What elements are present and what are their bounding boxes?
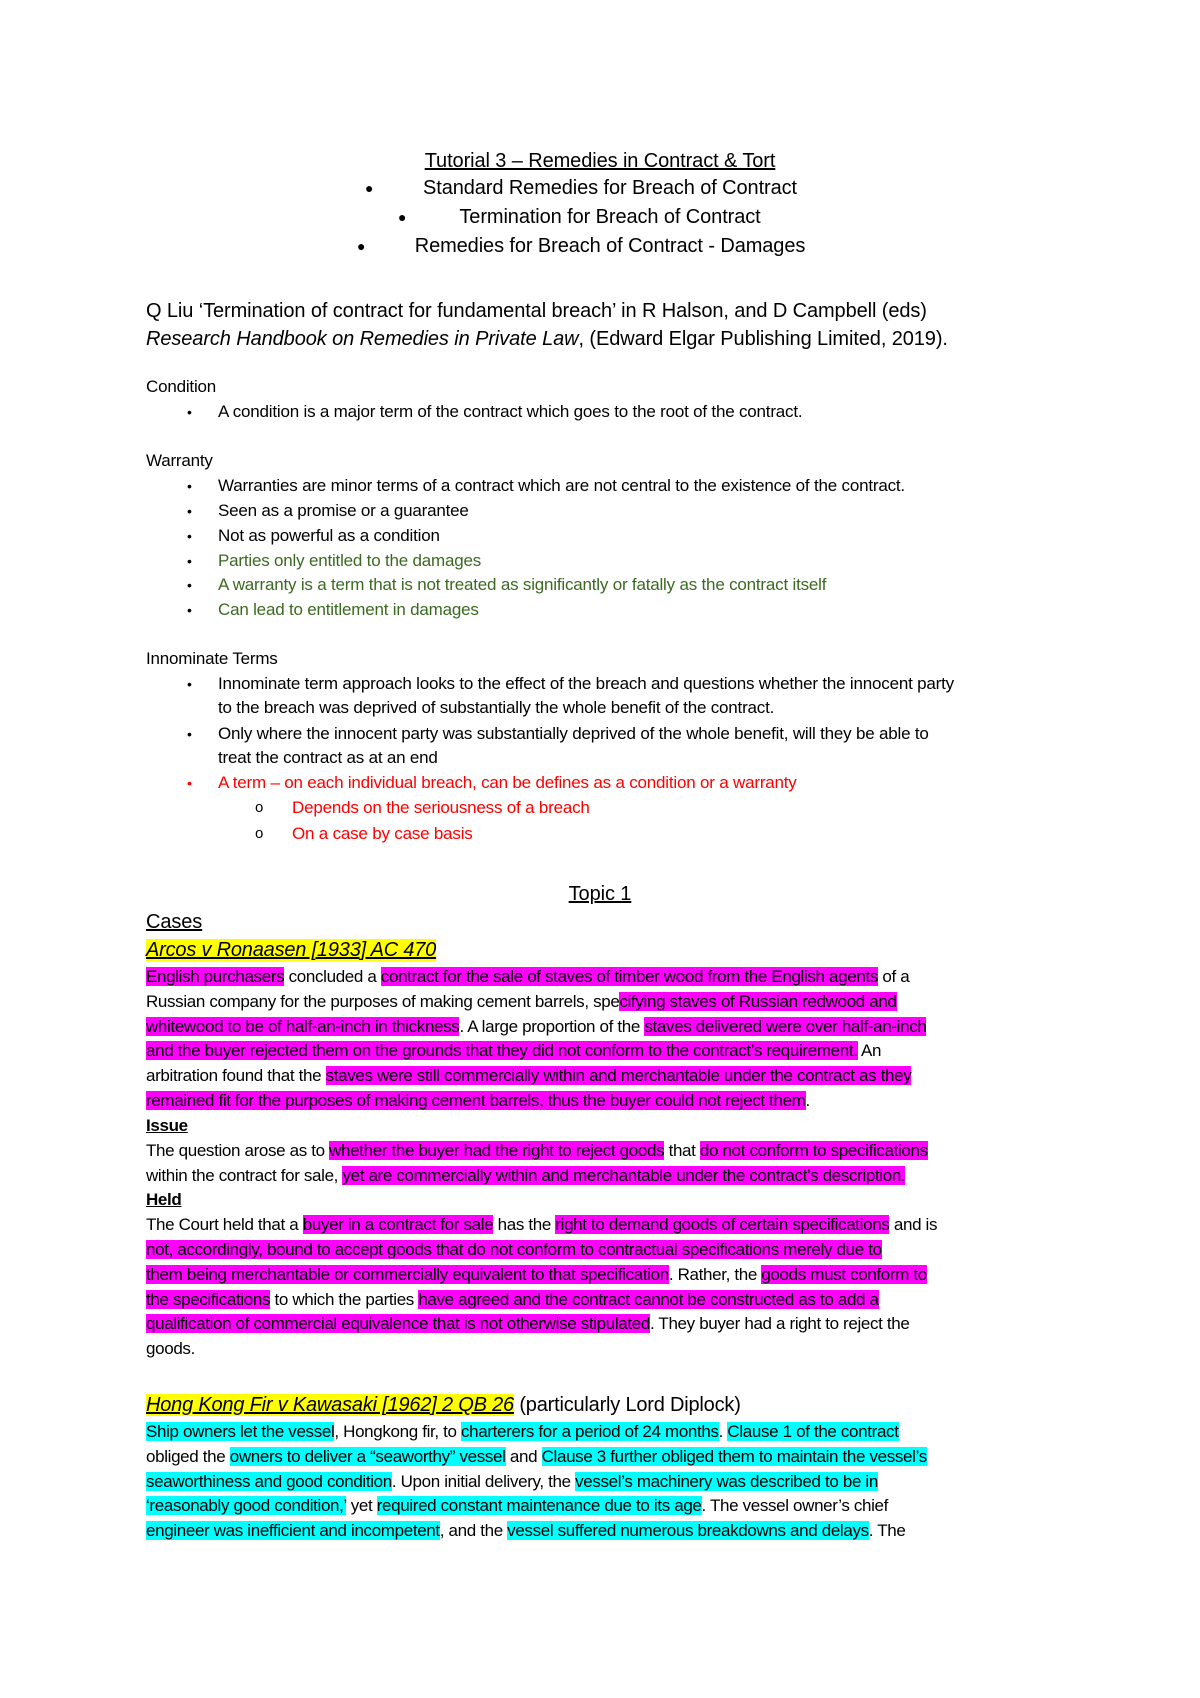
reference-line: Q Liu ‘Termination of contract for fundamental breach’ in R Halson, and D Campbell (eds): [146, 300, 927, 322]
bullet-icon: •: [187, 775, 192, 791]
case-text-line: [146, 1238, 882, 1262]
sub-list-item: Depends on the seriousness of a breach: [292, 798, 590, 817]
highlighted-text: Ship owners let the vessel: [146, 1422, 335, 1441]
highlighted-text: cifying staves of Russian redwood and: [619, 992, 897, 1011]
highlighted-text: English purchasers: [146, 967, 285, 986]
bullet-icon: •: [187, 528, 192, 544]
highlighted-text: required constant maintenance due to its age: [376, 1496, 702, 1515]
text-run: and is: [889, 1215, 938, 1234]
list-item: Can lead to entitlement in damages: [218, 600, 479, 619]
list-item-continuation: treat the contract as at an end: [218, 748, 438, 767]
highlighted-text: owners to deliver a “seaworthy” vessel: [229, 1447, 506, 1466]
section-heading-condition: Condition: [146, 377, 217, 396]
list-item: A warranty is a term that is not treated as significantly or fatally as the contract itself: [218, 575, 827, 594]
topic-item: Termination for Breach of Contract: [459, 206, 761, 228]
bullet-icon: •: [187, 726, 192, 742]
case-title-hongkong: Hong Kong Fir v Kawasaki [1962] 2 QB 26: [146, 1394, 514, 1416]
text-run: arbitration found that the: [146, 1066, 326, 1085]
list-item: Innominate term approach looks to the effect of the breach and questions whether the innocent party: [218, 674, 954, 693]
topic-item: Standard Remedies for Breach of Contract: [423, 177, 797, 199]
highlighted-text: vessel suffered numerous breakdowns and delays: [507, 1521, 869, 1540]
case-text-line: [146, 1420, 899, 1444]
text-run: goods.: [146, 1339, 195, 1358]
bullet-icon: ●: [357, 238, 366, 254]
reference-book-title: Research Handbook on Remedies in Private Law: [146, 328, 579, 350]
list-item-continuation: to the breach was deprived of substantially the whole benefit of the contract.: [218, 698, 775, 717]
text-run: , Hongkong fir, to: [334, 1422, 462, 1441]
case-text-line: [146, 1164, 905, 1188]
text-run: within the contract for sale,: [146, 1166, 343, 1185]
text-run: yet: [346, 1496, 377, 1515]
list-item: Only where the innocent party was substantially deprived of the whole benefit, will they be able to: [218, 724, 929, 743]
highlighted-text: vessel’s machinery was described to be in: [575, 1472, 878, 1491]
document-title: Tutorial 3 – Remedies in Contract & Tort: [424, 150, 776, 172]
case-text-line: [146, 1312, 909, 1336]
case-text-line: [146, 1288, 879, 1312]
section-heading-innominate: Innominate Terms: [146, 649, 278, 668]
issue-heading: Issue: [146, 1116, 188, 1135]
bullet-icon: ●: [398, 209, 407, 225]
case-text-line: [146, 1213, 937, 1237]
highlighted-text: goods must conform to: [761, 1265, 927, 1284]
case-title-note: (particularly Lord Diplock): [513, 1394, 741, 1416]
case-text-line: [146, 1445, 927, 1469]
case-text-line: [146, 1089, 810, 1113]
case-title: [146, 1392, 741, 1418]
bullet-icon: •: [187, 577, 192, 593]
case-text-line: [146, 1015, 926, 1039]
bullet-icon: •: [187, 553, 192, 569]
text-run: . They buyer had a right to reject the: [649, 1314, 910, 1333]
highlighted-text: whitewood to be of half-an-inch in thickness: [146, 1017, 460, 1036]
case-text-line: [146, 1064, 911, 1088]
case-text-line: [146, 1039, 881, 1063]
text-run: of a: [877, 967, 910, 986]
reference-publisher: , (Edward Elgar Publishing Limited, 2019).: [578, 328, 948, 350]
text-run: .: [805, 1091, 810, 1110]
text-run: to which the parties: [270, 1290, 419, 1309]
case-text-line: [146, 1519, 905, 1543]
text-run: and: [505, 1447, 542, 1466]
list-item: Not as powerful as a condition: [218, 526, 440, 545]
topic-heading: Topic 1: [568, 883, 632, 905]
list-item: A condition is a major term of the contract which goes to the root of the contract.: [218, 402, 803, 421]
case-text-line: [146, 1337, 195, 1361]
list-item: A term – on each individual breach, can be defines as a condition or a warranty: [218, 773, 797, 792]
sub-bullet-icon: o: [255, 825, 264, 842]
highlighted-text: engineer was inefficient and incompetent: [146, 1521, 440, 1540]
highlighted-text: remained fit for the purposes of making cement barrels, thus the buyer could not reject them: [146, 1091, 806, 1110]
list-item: Seen as a promise or a guarantee: [218, 501, 469, 520]
text-run: has the: [493, 1215, 556, 1234]
section-heading-warranty: Warranty: [146, 451, 213, 470]
text-run: The Court held that a: [146, 1215, 303, 1234]
text-run: . Upon initial delivery, the: [391, 1472, 576, 1491]
text-run: An: [857, 1041, 882, 1060]
highlighted-text: contract for the sale of staves of timber wood from the English agents: [380, 967, 878, 986]
topic-item: Remedies for Breach of Contract - Damages: [414, 235, 806, 257]
list-item: Parties only entitled to the damages: [218, 551, 482, 570]
sub-bullet-icon: o: [255, 799, 264, 816]
highlighted-text: yet are commercially within and merchantable under the contract’s description.: [342, 1166, 906, 1185]
case-title: [146, 937, 436, 963]
bullet-icon: •: [187, 478, 192, 494]
text-run: obliged the: [146, 1447, 230, 1466]
highlighted-text: the specifications: [146, 1290, 271, 1309]
bullet-icon: •: [187, 602, 192, 618]
highlighted-text: them being merchantable or commercially equivalent to that specification: [146, 1265, 669, 1284]
text-run: concluded a: [284, 967, 381, 986]
sub-list-item: On a case by case basis: [292, 824, 473, 843]
highlighted-text: qualification of commercial equivalence that is not otherwise stipulated: [146, 1314, 650, 1333]
cases-heading: Cases: [146, 911, 203, 933]
case-text-line: [146, 1470, 878, 1494]
case-text-line: [146, 1139, 928, 1163]
highlighted-text: have agreed and the contract cannot be constructed as to add a: [418, 1290, 879, 1309]
text-run: . A large proportion of the: [459, 1017, 645, 1036]
case-text-line: [146, 1494, 888, 1518]
highlighted-text: not, accordingly, bound to accept goods that do not conform to contractual specifications merely due to: [146, 1240, 882, 1259]
text-run: . The vessel owner’s chief: [701, 1496, 889, 1515]
highlighted-text: charterers for a period of 24 months: [461, 1422, 719, 1441]
case-text-line: [146, 990, 897, 1014]
list-item: Warranties are minor terms of a contract which are not central to the existence of the contract.: [218, 476, 905, 495]
bullet-icon: ●: [365, 180, 374, 196]
highlighted-text: do not conform to specifications: [699, 1141, 928, 1160]
text-run: . The: [868, 1521, 906, 1540]
highlighted-text: staves delivered were over half-an-inch: [644, 1017, 927, 1036]
text-run: that: [664, 1141, 700, 1160]
highlighted-text: ‘reasonably good condition,’: [146, 1496, 347, 1515]
bullet-icon: •: [187, 676, 192, 692]
bullet-icon: •: [187, 503, 192, 519]
highlighted-text: Clause 3 further obliged them to maintain the vessel’s: [541, 1447, 927, 1466]
highlighted-text: whether the buyer had the right to reject goods: [329, 1141, 665, 1160]
held-heading: Held: [146, 1190, 182, 1209]
reference-line: [146, 325, 948, 353]
bullet-icon: •: [187, 404, 192, 420]
text-run: Russian company for the purposes of making cement barrels, spe: [146, 992, 620, 1011]
text-run: .: [718, 1422, 728, 1441]
highlighted-text: and the buyer rejected them on the grounds that they did not conform to the contract’s requirement.: [146, 1041, 858, 1060]
text-run: , and the: [439, 1521, 508, 1540]
highlighted-text: staves were still commercially within and merchantable under the contract as they: [325, 1066, 912, 1085]
highlighted-text: Clause 1 of the contract: [727, 1422, 899, 1441]
case-text-line: [146, 1263, 927, 1287]
highlighted-text: seaworthiness and good condition: [146, 1472, 392, 1491]
text-run: The question arose as to: [146, 1141, 330, 1160]
case-text-line: [146, 965, 909, 989]
text-run: . Rather, the: [668, 1265, 762, 1284]
case-title-arcos: Arcos v Ronaasen [1933] AC 470: [146, 939, 437, 961]
highlighted-text: buyer in a contract for sale: [302, 1215, 494, 1234]
highlighted-text: right to demand goods of certain specifications: [555, 1215, 890, 1234]
